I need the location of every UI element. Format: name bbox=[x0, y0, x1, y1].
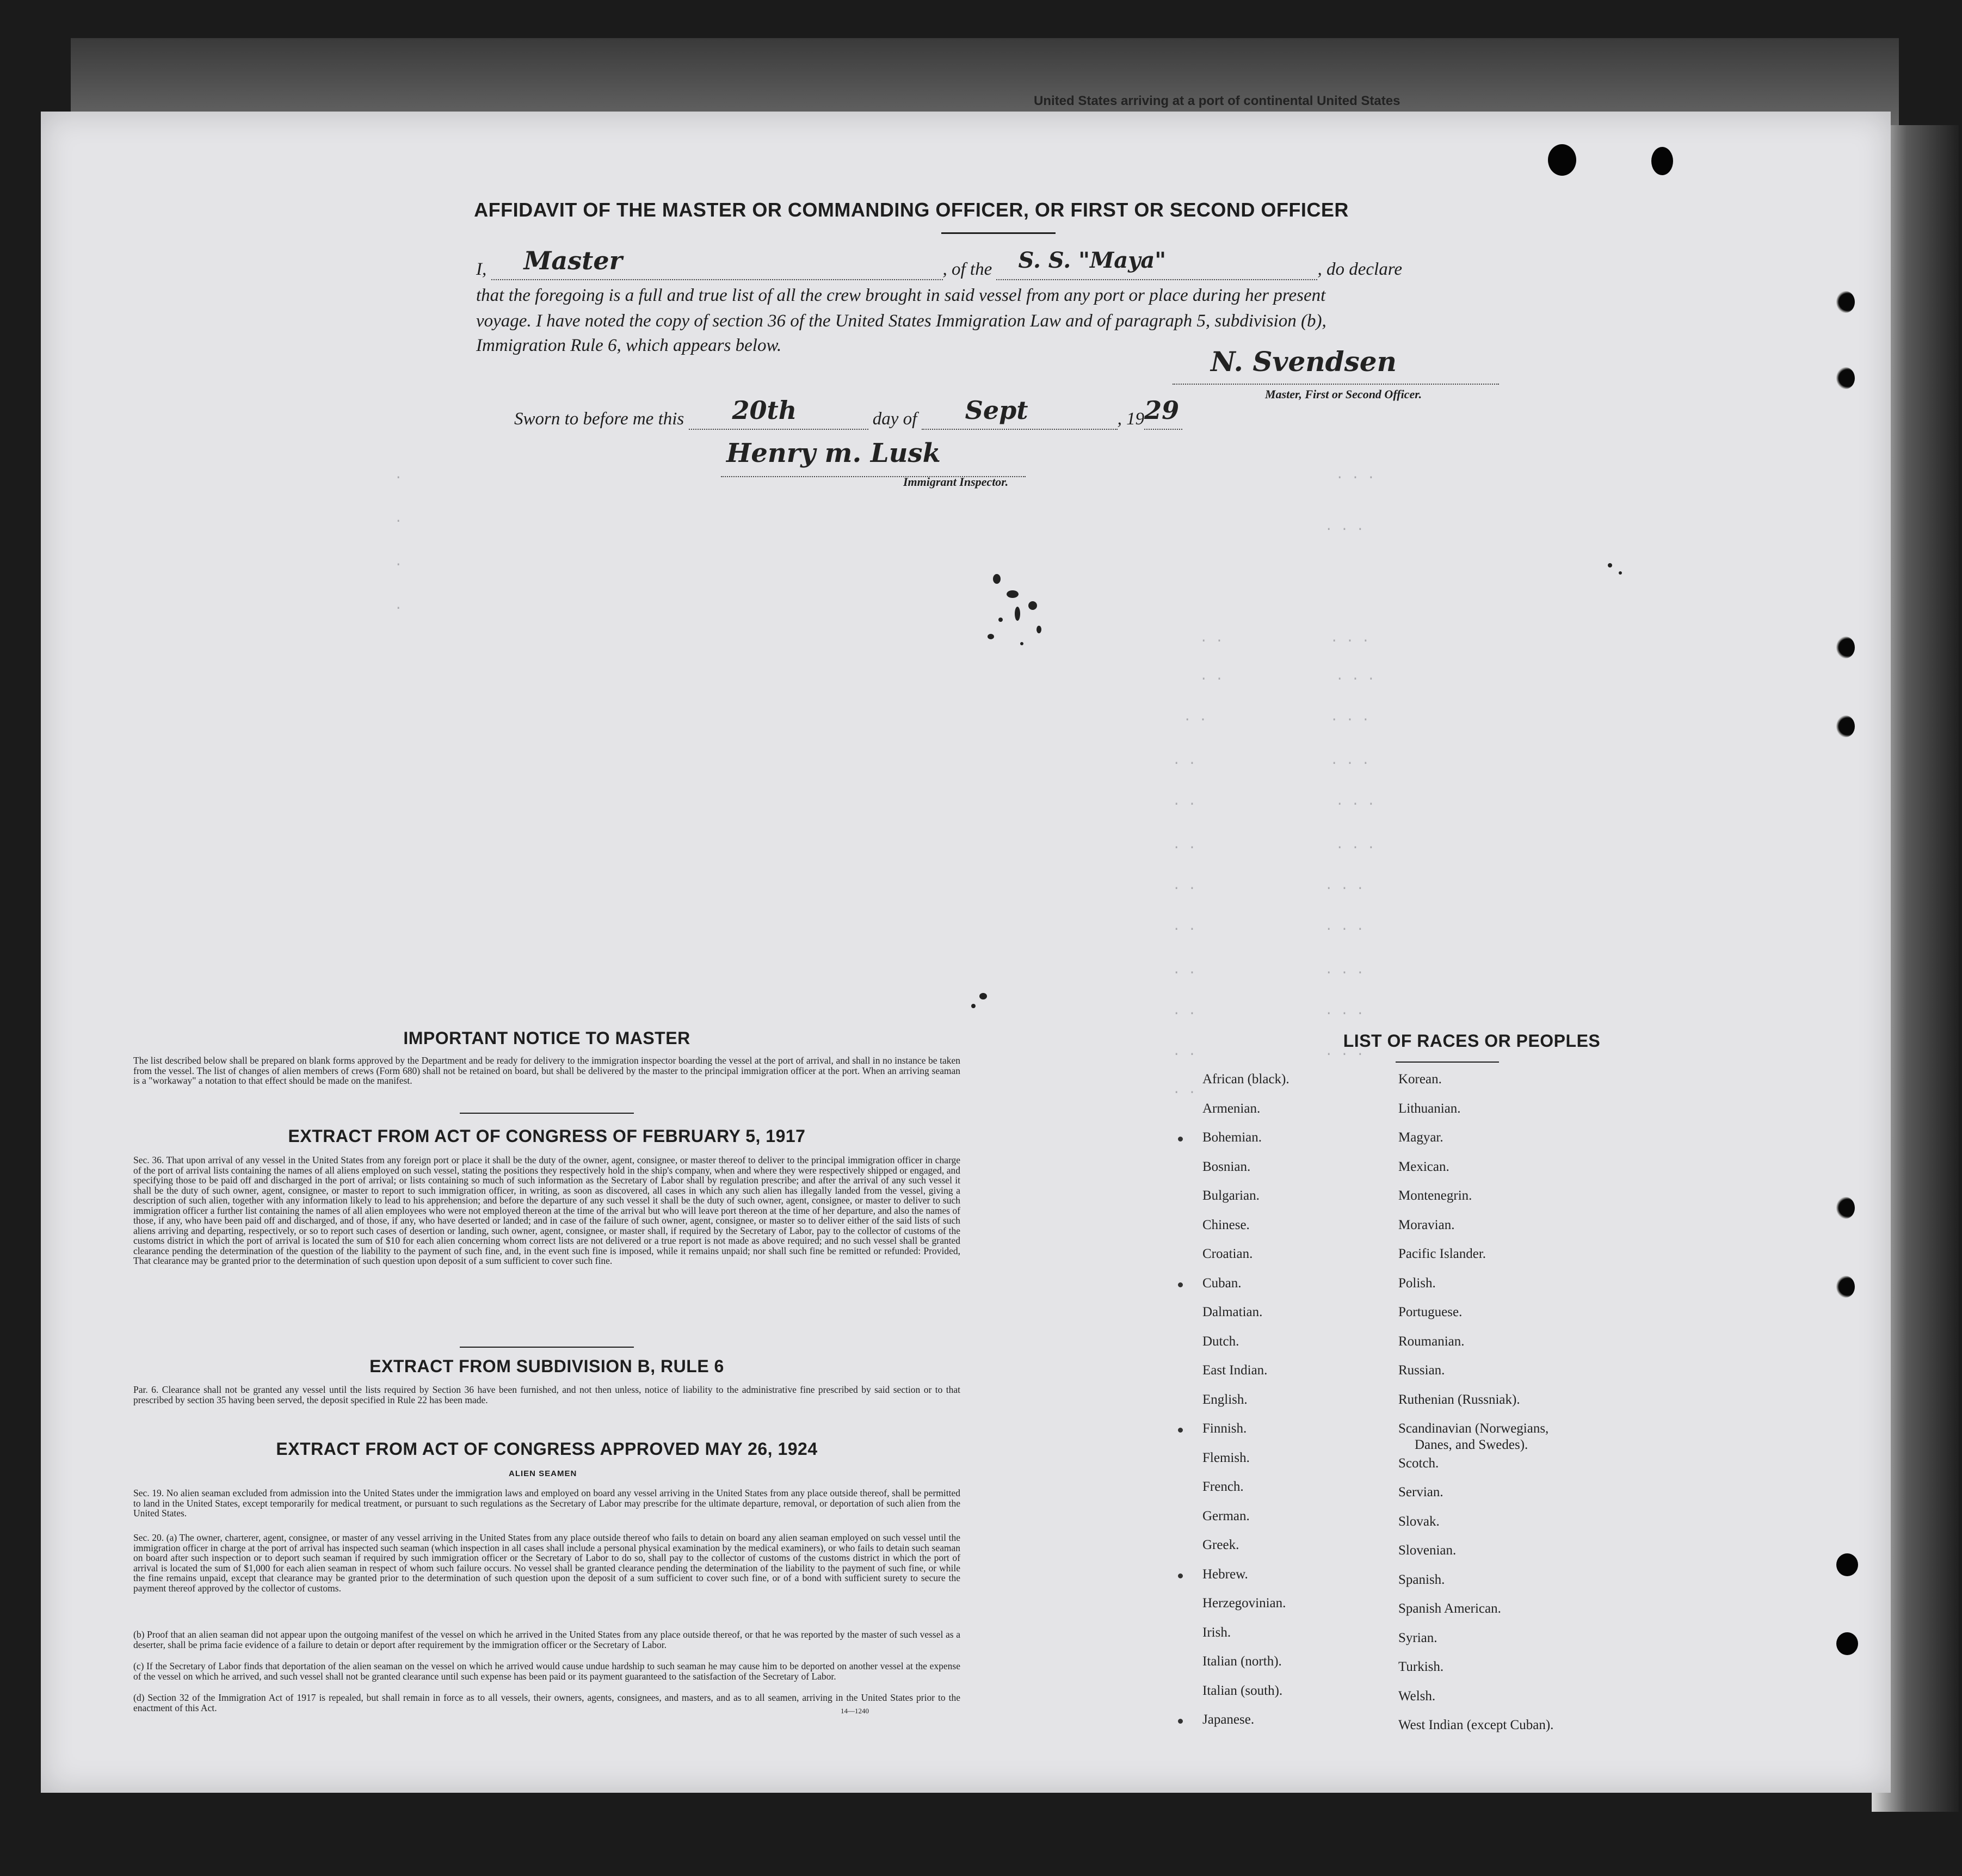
affidavit-heading: AFFIDAVIT OF THE MASTER OR COMMANDING OFFICER, OR FIRST OR SECOND OFFICER bbox=[474, 199, 1349, 221]
race-item: Spanish American. bbox=[1398, 1601, 1501, 1616]
sworn-year-handwriting: 29 bbox=[1144, 396, 1180, 425]
vessel-name-handwriting: S. S. "Maya" bbox=[1018, 248, 1167, 273]
race-item: West Indian (except Cuban). bbox=[1398, 1718, 1554, 1732]
punch-hole-icon bbox=[1836, 1276, 1855, 1298]
bullet-icon bbox=[1178, 1428, 1183, 1433]
race-item: Turkish. bbox=[1398, 1659, 1444, 1674]
race-item: Roumanian. bbox=[1398, 1334, 1465, 1349]
race-item: Magyar. bbox=[1398, 1130, 1443, 1145]
race-item: Syrian. bbox=[1398, 1630, 1437, 1645]
race-item: Cuban. bbox=[1202, 1275, 1242, 1291]
punch-hole-icon bbox=[1836, 367, 1855, 389]
bullet-icon bbox=[1178, 1573, 1183, 1578]
vessel-name-field bbox=[996, 248, 1317, 280]
divider-rule bbox=[1396, 1062, 1499, 1063]
race-item: English. bbox=[1202, 1392, 1248, 1407]
race-item: Polish. bbox=[1398, 1275, 1436, 1291]
extract-1924-heading: EXTRACT FROM ACT OF CONGRESS APPROVED MAY 26, 1924 bbox=[276, 1439, 818, 1459]
race-item: French. bbox=[1202, 1479, 1244, 1494]
race-item: Servian. bbox=[1398, 1485, 1443, 1499]
race-item: Bosnian. bbox=[1202, 1159, 1251, 1174]
inspector-caption: Immigrant Inspector. bbox=[903, 475, 1009, 489]
race-item: Italian (south). bbox=[1202, 1683, 1283, 1698]
race-item: Bohemian. bbox=[1202, 1130, 1262, 1145]
affidavit-line-2: that the foregoing is a full and true list of all the crew brought in said vessel from any port or place during her present bbox=[476, 286, 1326, 305]
officer-signature-handwriting: N. Svendsen bbox=[1211, 345, 1397, 378]
race-item: Portuguese. bbox=[1398, 1305, 1463, 1319]
punch-hole-icon bbox=[1548, 144, 1576, 176]
race-item: German. bbox=[1202, 1508, 1250, 1523]
race-item: Mexican. bbox=[1398, 1159, 1449, 1174]
punch-hole-icon bbox=[1836, 1553, 1858, 1576]
punch-hole-icon bbox=[1836, 715, 1855, 737]
extract-1924-sec19: Sec. 19. No alien seaman excluded from admission into the United States under the immigration laws and employed on board any vessel arriving in the United States from any place outside thereof, shall be permitted to land in the United States, except temporarily for medical treatment, or pursuant to such regulations as the Secretary of Labor may prescribe for the ultimate departure, removal, or deportation of such alien from the United States. bbox=[133, 1488, 960, 1519]
race-item: Dalmatian. bbox=[1202, 1305, 1263, 1319]
race-item: Moravian. bbox=[1398, 1217, 1455, 1232]
divider-rule bbox=[460, 1113, 634, 1114]
race-item: Irish. bbox=[1202, 1625, 1231, 1640]
extract-rule6-text: Par. 6. Clearance shall not be granted any vessel until the lists required by Section 36 have been furnished, and not then unless, notice of liability to the administrative fine prescribed by said section or to that prescribed by section 35 having been served, the deposit specified in Rule 22 has been made. bbox=[133, 1384, 960, 1405]
bullet-icon bbox=[1178, 1137, 1183, 1141]
alien-seamen-subheading: ALIEN SEAMEN bbox=[509, 1469, 577, 1478]
race-item: Herzegovinian. bbox=[1202, 1596, 1286, 1610]
race-item: Slovak. bbox=[1398, 1514, 1440, 1529]
extract-1917-heading: EXTRACT FROM ACT OF CONGRESS OF FEBRUARY 5, 1917 bbox=[288, 1126, 806, 1146]
race-item-continuation: Danes, and Swedes). bbox=[1415, 1437, 1528, 1452]
race-item: Ruthenian (Russniak). bbox=[1398, 1392, 1520, 1407]
punch-hole-icon bbox=[1651, 147, 1673, 175]
race-item: African (black). bbox=[1202, 1072, 1290, 1087]
race-item: Croatian. bbox=[1202, 1246, 1253, 1261]
race-item: Slovenian. bbox=[1398, 1543, 1457, 1558]
race-item: Spanish. bbox=[1398, 1572, 1445, 1587]
master-name-handwriting: Master bbox=[523, 246, 622, 275]
race-item: Montenegrin. bbox=[1398, 1188, 1472, 1203]
inspector-signature-handwriting: Henry m. Lusk bbox=[726, 438, 941, 468]
sworn-day-handwriting: 20th bbox=[732, 396, 797, 425]
race-item: Korean. bbox=[1398, 1072, 1442, 1087]
extract-1917-text: Sec. 36. That upon arrival of any vessel in the United States from any foreign port or place it shall be the duty of the owner, agent, consignee, or master thereof to deliver to the principal immigration officer in charge of the port of arrival lists containing the names of all aliens employed on such vessel, stating the positions they respectively hold in the ship's company, when and where they were respectively shipped or engaged, and specifying those to be paid off and discharged in the port of arrival; or lists containing so much of such information as the Secretary of Labor shall by regulation prescribe; and after the arrival of any such vessel it shall be the duty of such owner, agent, consignee, or master to report to such immigration officer, in writing, as soon as discovered, all cases in which any such alien has illegally landed from the vessel, giving a description of such alien, together with any information likely to lead to his apprehension; and before the departure of any such vessel it shall be the duty of such owner, agent, consignee, or master to deliver to such immigration officer a further list containing the names of all alien employees who were not employed thereon at the time of the arrival but who will leave port thereon at the time of her departure, and also the names of those, if any, who have been paid off and discharged, and of those, if any, who have deserted or landed; and in case of the failure of such owner, agent, consignee, or master so to deliver either of the said lists of such aliens arriving and departing, respectively, or so to report such cases of desertion or landing, such owner, agent, consignee, or master shall, if required by the Secretary of Labor, pay to the collector of customs of the customs district in which the port of arrival is located the sum of $10 for each alien concerning whom correct lists are not delivered or a true report is not made as above required; and no such vessel shall be granted clearance pending the determination of the question of the liability to the payment of such fine, and, in the event such fine is imposed, while it remains unpaid; nor shall such fine be remitted or refunded: Provided, That clearance may be granted prior to the determination of such question upon deposit of a sum sufficient to cover such fine. bbox=[133, 1155, 960, 1266]
race-item: Greek. bbox=[1202, 1538, 1239, 1552]
notice-text: The list described below shall be prepared on blank forms approved by the Department and be ready for delivery to the immigration inspector boarding the vessel at the port of arrival, and shall in no instance be taken from the vessel. The list of changes of alien members of crews (Form 680) shall not be retained on board, but shall be delivered by the master to the principal immigration officer at the port. When an arriving seaman is a "workaway" a notation to that effect should be made on the manifest. bbox=[133, 1055, 960, 1086]
punch-hole-icon bbox=[1836, 1197, 1855, 1219]
officer-caption: Master, First or Second Officer. bbox=[1265, 387, 1422, 401]
sworn-year-field bbox=[1144, 396, 1182, 430]
race-item: Welsh. bbox=[1398, 1688, 1436, 1704]
sworn-month-field bbox=[922, 396, 1118, 430]
race-item: Dutch. bbox=[1202, 1334, 1239, 1349]
extract-1924-sec20d: (d) Section 32 of the Immigration Act of 1917 is repealed, but shall remain in force as to all vessels, their owners, agents, consignees, and masters, and as to all seamen, arriving in the United States prior to the enactment of this Act. bbox=[133, 1692, 960, 1713]
race-item: Flemish. bbox=[1202, 1450, 1250, 1465]
race-item: Armenian. bbox=[1202, 1101, 1261, 1116]
officer-signature bbox=[1173, 345, 1499, 385]
heading-rule bbox=[941, 232, 1056, 234]
punch-hole-icon bbox=[1836, 291, 1855, 313]
race-item: Chinese. bbox=[1202, 1217, 1250, 1232]
race-item: East Indian. bbox=[1202, 1363, 1268, 1378]
inspector-signature bbox=[721, 438, 1026, 477]
document-page: · · · · · · · · · · · · · · · · · · · · · · · · · · · · · · · · · · · · · · · · · · · · · · · · · · · · · · · · · · · · · · · · · · · AFFIDAVIT OF THE MASTER OR COMMANDING OFFICER, OR FIRST OR SECOND OFFICER I, Master , of the S. S. "Maya" , do declare that the foregoing is a full and true list of all the crew brought in said vessel from any port or place during her present voyage. I have noted the copy of section 36 of the United States Immigration Law and of paragraph 5, subdivision (b), Immigration Rule 6, which appears below. N. Svendsen Master, First or Second Officer. Sworn to before me this 20th day of Sept , 19 29 Henry m. Lusk Immigrant Inspector. IMPORTANT NOTICE TO MASTER The list described below shall be prepared on blank forms approved by the Department and be ready for delivery to the immigration inspector boarding the vessel at the port of arrival, and shall in no instance be taken from the vessel. The list of changes of alien members of crews (Form 680) shall not be retained on board, but shall be delivered by the master to the principal immigration officer at the port. When an arriving seaman is a "workaway" a notation to that effect should be made on the manifest. EXTRACT FROM ACT OF CONGRESS OF FEBRUARY 5, 1917 Sec. 36. That upon arrival of any vessel in the United States from any foreign port or place it shall be the duty of the owner, agent, consignee, or master thereof to deliver to the principal immigration officer in charge of the port of arrival lists containing the names of all aliens employed on such vessel, stating the positions they respectively hold in the ship's company, when and where they were respectively shipped or engaged, and specifying those to be paid off and discharged in the port of arrival; or lists containing so much of such information as the Secretary of Labor shall by regulation prescribe; and after the arrival of any such vessel it shall be the duty of such owner, agent, consignee, or master to report to such immigration officer, in writing, as soon as discovered, all cases in which any such alien has illegally landed from the vessel, giving a description of such alien, together with any information likely to lead to his apprehension; and before the departure of any such vessel it shall be the duty of such owner, agent, consignee, or master to deliver to such immigration officer a further list containing the names of all alien employees who were not employed thereon at the time of the arrival but who will leave port thereon at the time of her departure, and also the names of those, if any, who have been paid off and discharged, and of those, if any, who have deserted or landed; and in case of the failure of such owner, agent, consignee, or master so to deliver either of the said lists of such aliens arriving and departing, respectively, or so to report such cases of desertion or landing, such owner, agent, consignee, or master shall, if required by the Secretary of Labor, pay to the collector of customs of the customs district in which the port of arrival is located the sum of $10 for each alien concerning whom correct lists are not delivered or a true report is not made as above required; and no such vessel shall be granted clearance pending the determination of the question of the liability to the payment of such fine, and, in the event such fine is imposed, while it remains unpaid; nor shall such fine be remitted or refunded: Provided, That clearance may be granted prior to the determination of such question upon deposit of a sum sufficient to cover such fine. EXTRACT FROM SUBDIVISION B, RULE 6 Par. 6. Clearance shall not be granted any vessel until the lists required by Section 36 have been furnished, and not then unless, notice of liability to the administrative fine prescribed by said section or to that prescribed by section 35 having been served, the deposit specified in Rule 22 has been made. EXTRACT FROM ACT OF CONGRESS APPROVED MAY 26, 1924 ALIEN SEAMEN Sec. 19. No alien seaman excluded from admission into the United States under the immigration laws and employed on board any vessel arriving in the United States from any place outside thereof, shall be permitted to land in the United States, except temporarily for medical treatment, or pursuant to such regulations as the Secretary of Labor may prescribe for the ultimate departure, removal, or deportation of such alien from the United States. Sec. 20. (a) The owner, charterer, agent, consignee, or master of any vessel arriving in the United States from any place outside thereof who fails to detain on board any alien seaman employed on such vessel until the immigration officer in charge at the port of arrival has inspected such seaman (which inspection in all cases shall include a personal physical examination by the medical examiners), or who fails to detain such seaman on board after such inspection or to deport such seaman if required by such immigration officer or the Secretary of Labor to do so, shall pay to the collector of customs of the customs district in which the port of arrival is located the sum of $1,000 for each alien seaman in respect of whom such failure occurs. No vessel shall be granted clearance pending the determination of the liability to the payment of such fine, or while the fine remains unpaid, except that clearance may be granted prior to the determination of such question upon the deposit of a sum sufficient to cover such fine, or of a bond with sufficient surety to secure the payment thereof approved by the collector of customs. (b) Proof that an alien seaman did not appear upon the outgoing manifest of the vessel on which he arrived in the United States from any place outside thereof, or that he was reported by the master of such vessel as a deserter, shall be prima facie evidence of a failure to detain or deport after requirement by the immigration officer or the Secretary of Labor. (c) If the Secretary of Labor finds that deportation of the alien seaman on the vessel on which he arrived would cause undue hardship to such seaman he may cause him to be deported on another vessel at the expense of the vessel on which he arrived, and such vessel shall not be granted clearance until such expense has been paid or its payment guaranteed to the satisfaction of the Secretary of Labor. (d) Section 32 of the Immigration Act of 1917 is repealed, but shall remain in force as to all vessels, their owners, agents, consignees, and masters, and as to all seamen, arriving in the United States prior to the enactment of this Act. 14—1240 LIST OF RACES OR PEOPLES Danes, and Swedes). African (black). Armenian. Bohemian. Bosnian. Bulgarian. Chinese. Croatian. Cuban. Dalmatian. Dutch. East Indian. English. Finnish. Flemish. French. German. Greek. Hebrew. Herzegovinian. Irish. Italian (north). Italian (south). Japanese. Korean. Lithuanian. Magyar. Mexican. Montenegrin. Moravian. Pacific Islander. Polish. Portuguese. Roumanian. Russian. Ruthenian (Russniak). Scandinavian (Norwegians, Scotch. Servian. Slovak. Slovenian. Spanish. Spanish American. Syrian. Turkish. Welsh. West Indian (except Cuban). bbox=[41, 112, 1891, 1793]
affidavit-line-4: Immigration Rule 6, which appears below. bbox=[476, 336, 782, 355]
affidavit-line-1: I, Master , of the S. S. "Maya" , do declare bbox=[476, 246, 1402, 279]
form-number: 14—1240 bbox=[841, 1707, 869, 1715]
sworn-line: Sworn to before me this 20th day of Sept , 19 29 bbox=[514, 408, 1602, 430]
underlying-sheet-text: United States arriving at a port of continental United States bbox=[1034, 94, 1400, 108]
punch-hole-icon bbox=[1836, 1632, 1858, 1655]
race-item: Italian (north). bbox=[1202, 1654, 1282, 1669]
race-item: Lithuanian. bbox=[1398, 1101, 1461, 1116]
bullet-icon bbox=[1178, 1719, 1183, 1724]
sworn-month-handwriting: Sept bbox=[965, 396, 1028, 425]
race-item: Scandinavian (Norwegians, bbox=[1398, 1421, 1549, 1436]
extract-rule6-heading: EXTRACT FROM SUBDIVISION B, RULE 6 bbox=[369, 1356, 724, 1376]
race-item: Bulgarian. bbox=[1202, 1188, 1260, 1203]
divider-rule bbox=[460, 1347, 634, 1348]
extract-1924-sec20c: (c) If the Secretary of Labor finds that deportation of the alien seaman on the vessel on which he arrived would cause undue hardship to such seaman he may cause him to be deported on another vessel at the expense of the vessel on which he arrived, and such vessel shall not be granted clearance until such expense has been paid or its payment guaranteed to the satisfaction of the Secretary of Labor. bbox=[133, 1661, 960, 1682]
race-item: Japanese. bbox=[1202, 1712, 1255, 1727]
race-item: Finnish. bbox=[1202, 1421, 1247, 1436]
master-name-field bbox=[491, 246, 943, 280]
race-item: Pacific Islander. bbox=[1398, 1246, 1486, 1261]
race-item: Russian. bbox=[1398, 1363, 1445, 1378]
extract-1924-sec20a: Sec. 20. (a) The owner, charterer, agent, consignee, or master of any vessel arriving in the United States from any place outside thereof who fails to detain on board any alien seaman employed on such vessel until the immigration officer in charge at the port of arrival has inspected such seaman (which inspection in all cases shall include a personal physical examination by the medical examiners), or who fails to detain such seaman on board after such inspection or to deport such seaman if required by such immigration officer or the Secretary of Labor to do so, shall pay to the collector of customs of the customs district in which the port of arrival is located the sum of $1,000 for each alien seaman in respect of whom such failure occurs. No vessel shall be granted clearance pending the determination of the liability to the payment of such fine, or while the fine remains unpaid, except that clearance may be granted prior to the determination of such question upon the deposit of a sum sufficient to cover such fine, or of a bond with sufficient surety to secure the payment thereof approved by the collector of customs. bbox=[133, 1532, 960, 1594]
race-item: Hebrew. bbox=[1202, 1566, 1248, 1582]
extract-1924-sec20b: (b) Proof that an alien seaman did not appear upon the outgoing manifest of the vessel on which he arrived in the United States from any place outside thereof, or that he was reported by the master of such vessel as a deserter, shall be prima facie evidence of a failure to detain or deport after requirement by the immigration officer or the Secretary of Labor. bbox=[133, 1629, 960, 1650]
notice-heading: IMPORTANT NOTICE TO MASTER bbox=[403, 1028, 690, 1048]
race-item: Scotch. bbox=[1398, 1455, 1439, 1471]
sworn-day-field bbox=[689, 396, 868, 430]
punch-hole-icon bbox=[1836, 637, 1855, 658]
races-heading: LIST OF RACES OR PEOPLES bbox=[1343, 1031, 1601, 1051]
affidavit-line-3: voyage. I have noted the copy of section 36 of the United States Immigration Law and of paragraph 5, subdivision (b), bbox=[476, 311, 1326, 331]
bullet-icon bbox=[1178, 1282, 1183, 1287]
